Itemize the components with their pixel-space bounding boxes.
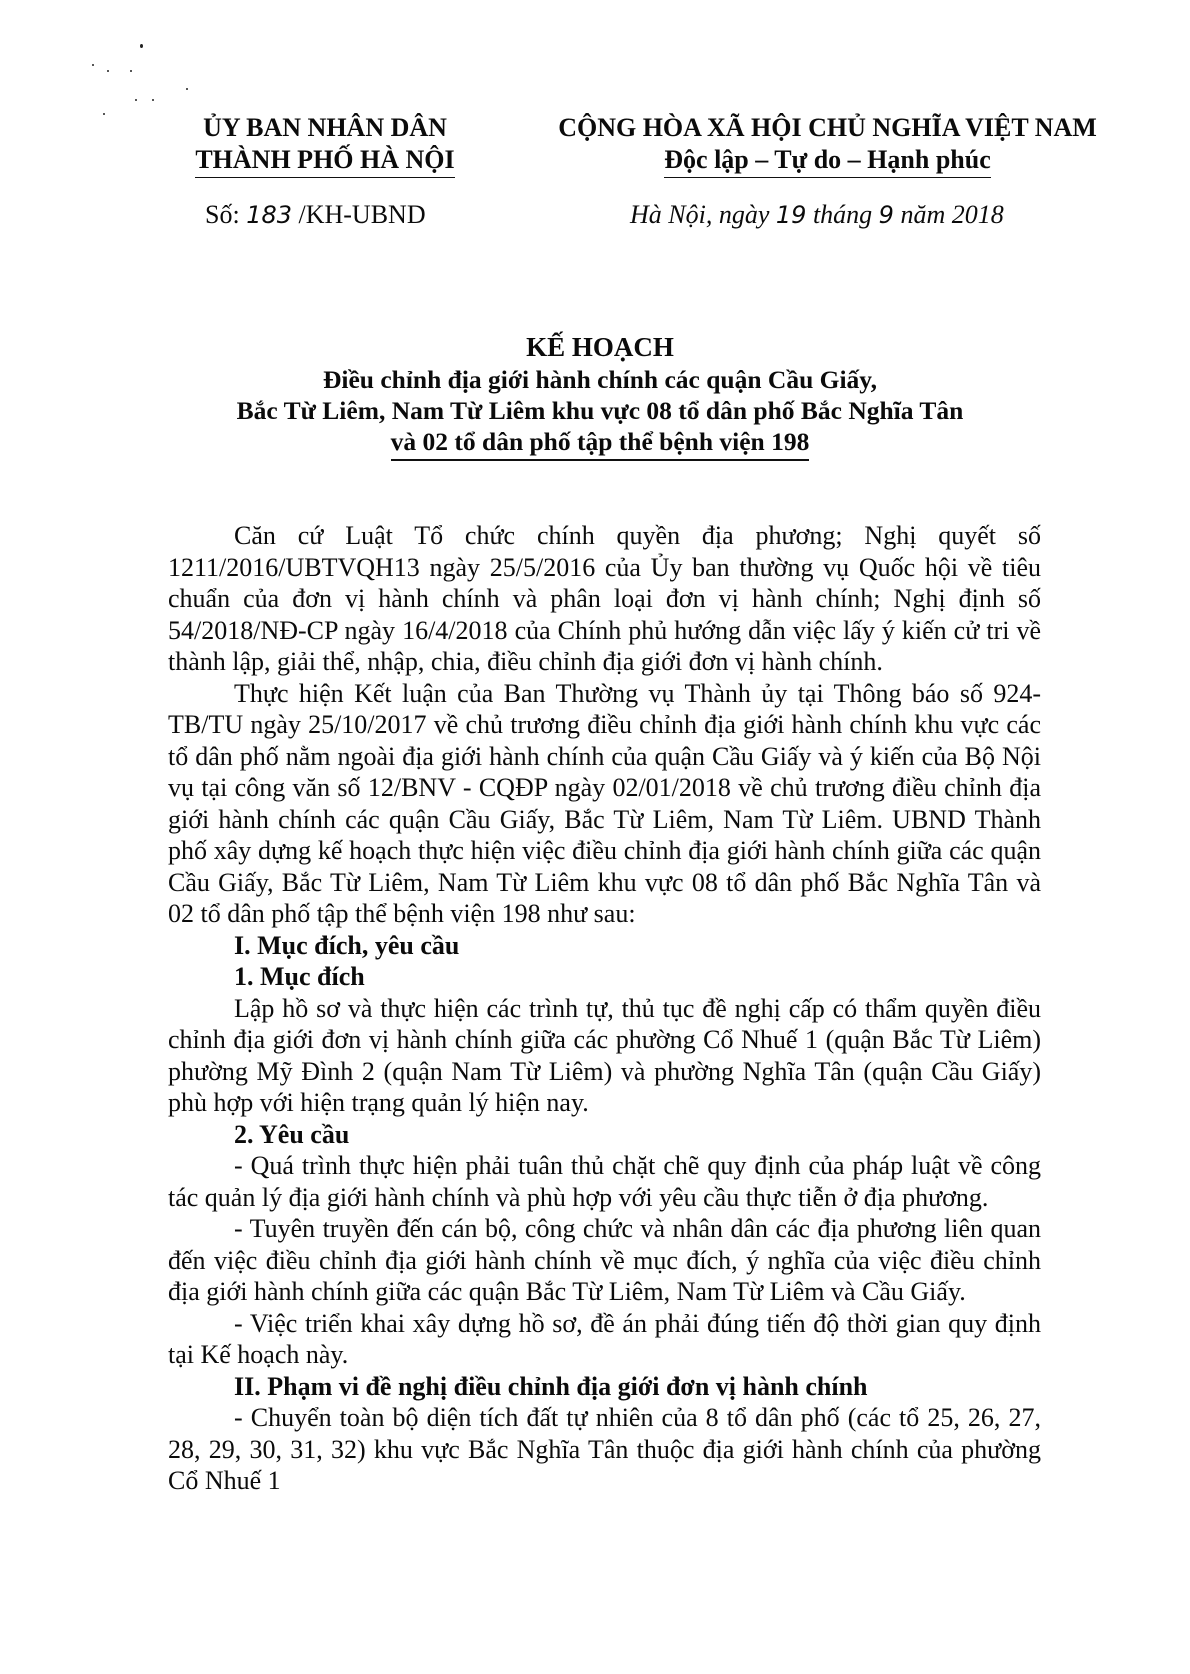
doc-number-handwritten: 183 <box>246 201 292 229</box>
date-month-label: tháng <box>812 200 873 229</box>
paragraph-legal-basis: Căn cứ Luật Tổ chức chính quyền địa phương; Nghị quyết số 1211/2016/UBTVQH13 ngày 25/5/2016 của Ủy ban thường vụ Quốc hội về tiêu chuẩn của đơn vị hành chính và phân loại đơn vị hành chính; Nghị định số 54/2018/NĐ-CP ngày 16/4/2018 của Chính phủ hướng dẫn việc lấy ý kiến cử tri về thành lập, giải thể, nhập, chia, điều chỉnh địa giới đơn vị hành chính. <box>168 521 1041 676</box>
subsection-heading-requirements: 2. Yêu cầu <box>234 1119 350 1149</box>
paragraph-requirement-1: - Quá trình thực hiện phải tuân thủ chặt chẽ quy định của pháp luật về công tác quản lý địa giới hành chính và phù hợp với yêu cầu thực tiễn ở địa phương. <box>168 1151 1041 1212</box>
paragraph-scope: - Chuyển toàn bộ diện tích đất tự nhiên của 8 tổ dân phố (các tổ 25, 26, 27, 28, 29, 30, 31, 32) khu vực Bắc Nghĩa Tân thuộc địa giới hành chính của phường Cổ Nhuế 1 <box>168 1403 1041 1495</box>
title-line-3-text: và 02 tổ dân phố tập thể bệnh viện 198 <box>391 426 810 461</box>
paragraph-implementation: Thực hiện Kết luận của Ban Thường vụ Thành ủy tại Thông báo số 924-TB/TU ngày 25/10/2017 về chủ trương điều chỉnh địa giới hành chính khu vực các tổ dân phố nằm ngoài địa giới hành chính của quận Cầu Giấy và ý kiến của Bộ Nội vụ tại công văn số 12/BNV - CQĐP ngày 02/01/2018 về chủ trương điều chỉnh địa giới hành chính các quận Cầu Giấy, Bắc Từ Liêm, Nam Từ Liêm. UBND Thành phố xây dựng kế hoạch thực hiện việc điều chỉnh địa giới hành chính giữa các quận Cầu Giấy, Bắc Từ Liêm, Nam Từ Liêm khu vực 08 tổ dân phố Bắc Nghĩa Tân và 02 tổ dân phố tập thể bệnh viện 198 như sau: <box>168 678 1041 928</box>
date-month: 9 <box>878 201 894 229</box>
document-date <box>630 200 1004 230</box>
authority-city: THÀNH PHỐ HÀ NỘI <box>195 144 454 178</box>
nation-name: CỘNG HÒA XÃ HỘI CHỦ NGHĨA VIỆT NAM <box>558 113 1097 142</box>
title-line-3 <box>160 426 1040 461</box>
title-line-2: Bắc Từ Liêm, Nam Từ Liêm khu vực 08 tổ dân phố Bắc Nghĩa Tân <box>236 396 964 425</box>
title-line-1: Điều chỉnh địa giới hành chính các quận Cầu Giấy, <box>322 365 878 394</box>
doc-number-prefix: Số: <box>205 200 240 229</box>
scan-speck <box>186 88 188 90</box>
motto-line <box>540 144 1115 178</box>
scan-speck <box>103 113 105 115</box>
scan-speck <box>135 99 137 101</box>
scan-speck <box>140 44 143 48</box>
section-heading-2: II. Phạm vi đề nghị điều chỉnh địa giới đơn vị hành chính <box>234 1371 868 1401</box>
date-place: Hà Nội, ngày <box>630 200 770 229</box>
doc-number-suffix: /KH-UBND <box>298 200 426 229</box>
scan-speck <box>130 70 132 72</box>
subsection-heading-purpose: 1. Mục đích <box>234 962 365 991</box>
motto-text: Độc lập – Tự do – Hạnh phúc <box>664 144 991 178</box>
authority-line-2 <box>180 144 470 178</box>
scan-speck <box>107 70 109 72</box>
section-heading-1: I. Mục đích, yêu cầu <box>234 930 460 960</box>
paragraph-requirement-3: - Việc triển khai xây dựng hồ sơ, đề án phải đúng tiến độ thời gian quy định tại Kế hoạch này. <box>168 1308 1041 1369</box>
issuing-authority <box>180 112 470 178</box>
scan-speck <box>152 99 154 101</box>
authority-line-1: ỦY BAN NHÂN DÂN <box>203 113 447 142</box>
paragraph-requirement-2: - Tuyên truyền đến cán bộ, công chức và nhân dân các địa phương liên quan đến việc điều chỉnh địa giới hành chính về mục đích, ý nghĩa của việc điều chỉnh địa giới hành chính giữa các quận Bắc Từ Liêm, Nam Từ Liêm và Cầu Giấy. <box>168 1214 1041 1306</box>
document-number <box>205 200 426 230</box>
paragraph-purpose: Lập hồ sơ và thực hiện các trình tự, thủ tục đề nghị cấp có thẩm quyền điều chỉnh địa giới đơn vị hành chính giữa các phường Cổ Nhuế 1 (quận Bắc Từ Liêm) phường Mỹ Đình 2 (quận Nam Từ Liêm) và phường Nghĩa Tân (quận Cầu Giấy) phù hợp với hiện trạng quản lý hiện nay. <box>168 993 1041 1117</box>
date-year: năm 2018 <box>900 200 1004 229</box>
date-day: 19 <box>775 201 807 229</box>
document-body <box>168 520 1041 1497</box>
national-motto <box>540 112 1115 178</box>
scan-speck <box>92 64 94 66</box>
title-main: KẾ HOẠCH <box>526 332 674 362</box>
document-title <box>160 330 1040 461</box>
